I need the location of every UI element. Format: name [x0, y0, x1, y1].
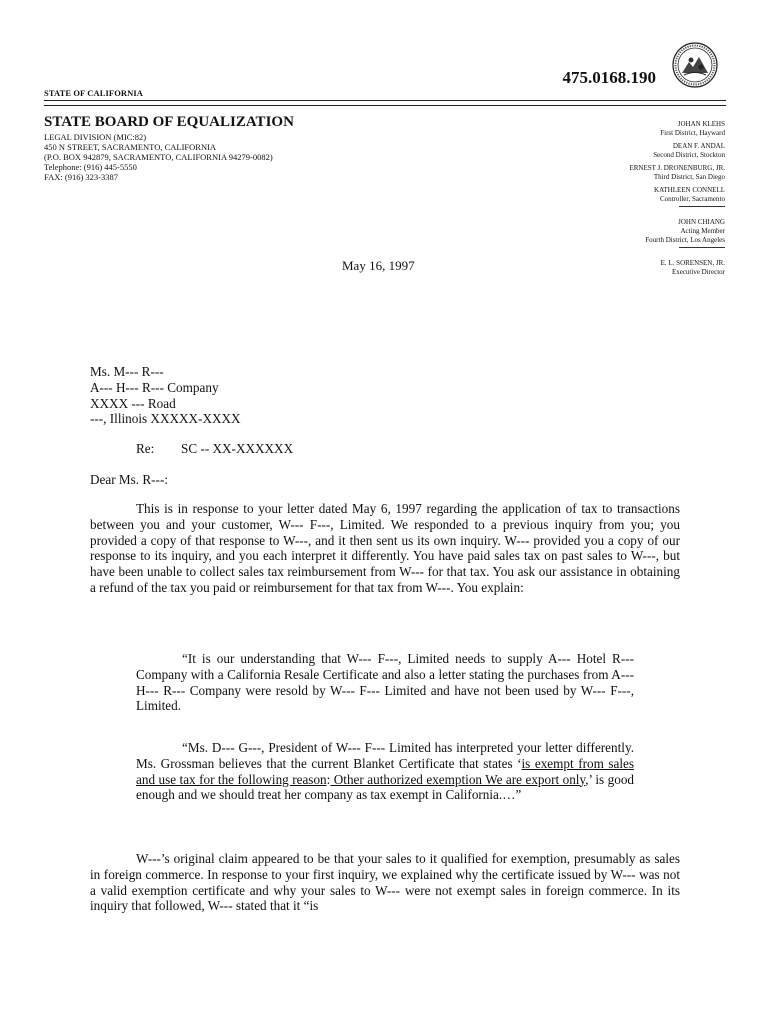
address-line: 450 N STREET, SACRAMENTO, CALIFORNIA — [44, 142, 217, 152]
member-name: JOHAN KLEHS — [677, 120, 725, 128]
address-line: (P.O. BOX 942879, SACRAMENTO, CALIFORNIA 94279-0082) — [44, 152, 273, 162]
recipient-address — [90, 364, 241, 427]
member-district: Third District, San Diego — [653, 173, 725, 181]
member-district: Controller, Sacramento — [659, 195, 725, 203]
member-entry — [560, 164, 725, 182]
member-entry — [560, 218, 725, 255]
quote-underlined-text: is exempt from sales and use tax for the following reason — [136, 755, 634, 787]
member-name: DEAN F. ANDAL — [672, 142, 725, 150]
header-divider-thin — [44, 105, 726, 106]
salutation: Dear Ms. R---: — [90, 472, 169, 487]
recipient-line: Ms. M--- R--- — [90, 364, 164, 379]
quote-paragraph-2 — [136, 740, 634, 803]
member-district: Executive Director — [671, 268, 725, 276]
member-name: JOHN CHIANG — [678, 218, 725, 226]
member-district: First District, Hayward — [660, 129, 725, 137]
quote-text: “Ms. D--- G---, President of W--- F--- Limited has interpreted your letter differently. Ms. Grossman believes that the current Blanket Certificate that states ‘ — [136, 740, 634, 771]
recipient-line: XXXX --- Road — [90, 395, 176, 411]
re-label: Re: — [136, 441, 155, 456]
body-paragraph-2: W---’s original claim appeared to be that your sales to it qualified for exemption, presumably as sales in foreign commerce. In response to your first inquiry, we explained why the certificate issued by W--- was not a valid exemption certificate and why your sales to W--- were not exempt sales in foreign commerce. In its inquiry that followed, W--- stated that it “is — [90, 851, 680, 914]
member-entry — [560, 142, 725, 160]
quote-text: : — [326, 771, 331, 787]
member-name: ERNEST J. DRONENBURG, JR. — [629, 164, 725, 172]
recipient-line: A--- H--- R--- Company — [90, 379, 219, 395]
member-name: E. L. SORENSEN, JR. — [660, 259, 725, 267]
address-line: Telephone: (916) 445-5550 — [44, 162, 137, 172]
member-separator — [679, 247, 725, 248]
header-divider — [44, 100, 726, 101]
document-number: 475.0168.190 — [562, 68, 656, 87]
address-line: LEGAL DIVISION (MIC:82) — [44, 132, 147, 142]
member-district: Second District, Stockton — [653, 151, 725, 159]
board-members-list — [560, 120, 725, 281]
recipient-line: ---, Illinois XXXXX-XXXX — [90, 411, 241, 427]
member-district: Fourth District, Los Angeles — [645, 236, 725, 244]
state-label: STATE OF CALIFORNIA — [44, 88, 144, 98]
quote-underlined-text: Other authorized exemption We are export only — [330, 771, 586, 787]
quote-text: ,’ is good enough and we should treat her company as tax exempt in California.…” — [136, 771, 635, 803]
board-name: STATE BOARD OF EQUALIZATION — [44, 114, 294, 130]
member-entry — [560, 186, 725, 214]
quote-paragraph-1: “It is our understanding that W--- F---, Limited needs to supply A--- Hotel R--- Company with a California Resale Certificate and also a letter stating the purchases from A--- H--- R--- Company were resold by W--- F--- Limited and have not been used by W--- F---, Limited. — [136, 651, 634, 714]
member-role: Acting Member — [680, 227, 725, 235]
body-paragraph-1: This is in response to your letter dated May 6, 1997 regarding the application of tax to transactions between you and your customer, W--- F---, Limited. We responded to a previous inquiry from you; you provided a copy of that response to W---, and it then sent us its own inquiry. W--- provided you a copy of our response to its inquiry, and you each interpret it differently. You have paid sales tax on past sales to W---, but have been unable to collect sales tax reimbursement from W--- for that tax. You ask our assistance in obtaining a refund of the tax you paid or reimbursement for that tax from W---. You explain: — [90, 501, 680, 595]
member-separator — [679, 206, 725, 207]
state-seal-icon — [672, 42, 718, 88]
address-line: FAX: (916) 323-3387 — [44, 172, 118, 182]
re-value: SC -- XX-XXXXXX — [181, 441, 294, 456]
member-entry — [560, 259, 725, 277]
member-name: KATHLEEN CONNELL — [654, 186, 725, 194]
member-entry — [560, 120, 725, 138]
letter-date: May 16, 1997 — [342, 258, 415, 273]
